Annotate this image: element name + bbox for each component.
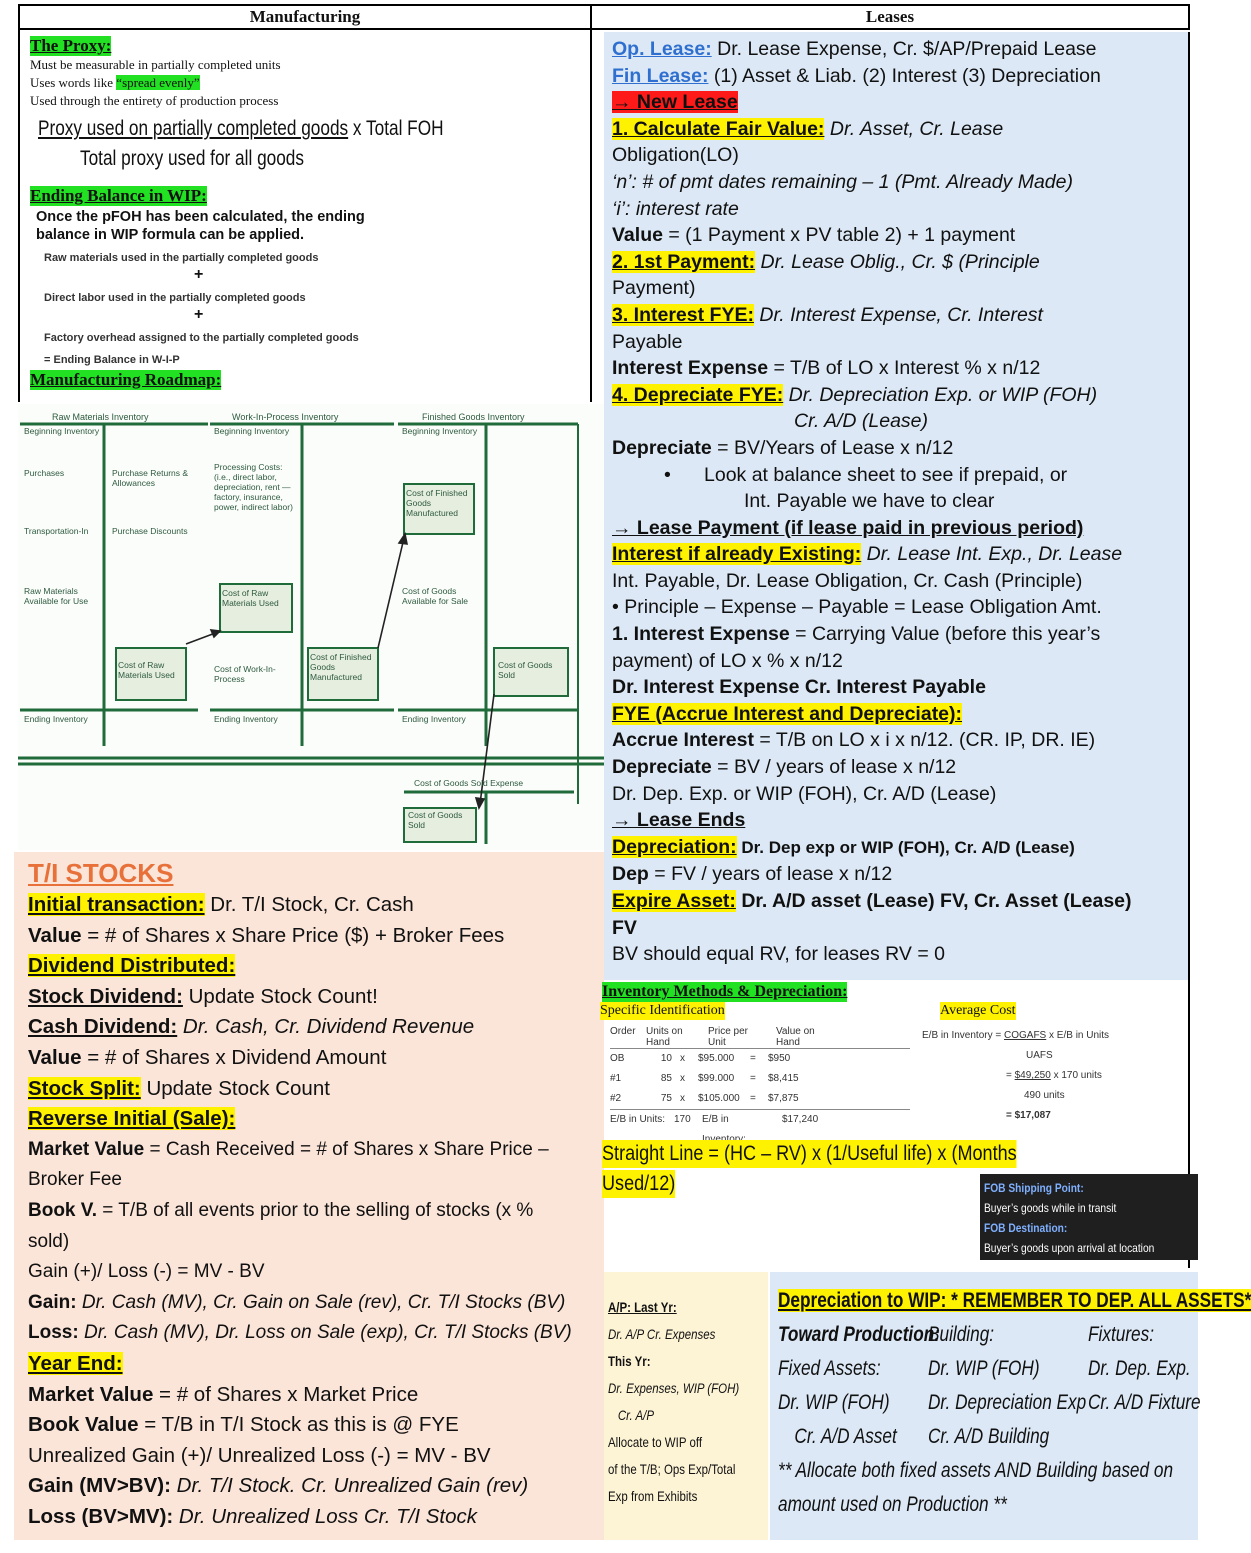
sale-market-value: Market Value = Cash Received = # of Shares x Share Price –	[28, 1138, 549, 1160]
proxy-formula-denominator: Total proxy used for all goods	[80, 147, 304, 170]
cfgm-wip-label: Cost of Finished Goods Manufactured	[310, 652, 372, 682]
fin-lease-line: Fin Lease: (1) Asset & Liab. (2) Interest (3) Depreciation	[612, 64, 1101, 87]
straight-line-formula: Straight Line = (HC – RV) x (1/Useful life) x (Months	[602, 1140, 1017, 1168]
ti-stocks-section	[14, 852, 604, 1540]
cwip-label: Cost of Work-In-Process	[214, 664, 276, 684]
fgi-beginning: Beginning Inventory	[402, 426, 478, 436]
ending-factory-overhead: Factory overhead assigned to the partially completed goods	[44, 332, 359, 344]
cash-dividend: Cash Dividend: Dr. Cash, Cr. Dividend Revenue	[28, 1015, 475, 1039]
ap-last-year: A/P: Last Yr:	[608, 1299, 677, 1315]
step1-cont: Obligation(LO)	[612, 144, 739, 167]
straight-line-formula-cont: Used/12)	[602, 1170, 675, 1198]
specific-id-label: Specific Identification	[600, 1003, 725, 1018]
value-formula: Value = (1 Payment x PV table 2) + 1 payment	[612, 224, 1016, 247]
new-lease-heading: → New Lease	[612, 91, 738, 114]
table-row: OB 10 x $95.000 = $950	[610, 1053, 791, 1064]
step2-line: 2. 1st Payment: Dr. Lease Oblig., Cr. $ (Principle	[612, 250, 1040, 273]
step4-cont: Cr. A/D (Lease)	[794, 410, 929, 433]
expire-asset-cont: FV	[612, 916, 637, 939]
rmi-ending: Ending Inventory	[24, 714, 88, 724]
interest-existing-line: Interest if already Existing: Dr. Lease Int. Exp., Dr. Lease	[612, 543, 1123, 566]
sale-market-value-cont: Broker Fee	[28, 1169, 122, 1191]
depreciate-2-entry: Dr. Dep. Exp. or WIP (FOH), Cr. A/D (Lease)	[612, 782, 997, 805]
dividend-value: Value = # of Shares x Dividend Amount	[28, 1045, 387, 1069]
ending-intro-2: balance in WIP formula can be applied.	[36, 227, 305, 243]
reverse-initial-heading: Reverse Initial (Sale):	[28, 1107, 236, 1131]
depreciate-formula: Depreciate = BV/Years of Lease x n/12	[612, 436, 954, 459]
interest-existing-cont: Int. Payable, Dr. Lease Obligation, Cr. Cash (Principle)	[612, 569, 1083, 592]
cfgm-fg-label: Cost of Finished Goods Manufactured	[406, 488, 468, 518]
wip-label: Work-In-Process Inventory	[232, 412, 339, 422]
dep-wip-title: Depreciation to WIP: * REMEMBER TO DEP. ALL ASSETS*	[778, 1289, 1251, 1312]
ending-direct-labor: Direct labor used in the partially completed goods	[44, 292, 306, 304]
rmi-beginning: Beginning Inventory	[24, 426, 100, 436]
bv-rv-line: BV should equal RV, for leases RV = 0	[612, 943, 945, 966]
leases-header: Leases	[590, 4, 1190, 30]
fob-box	[980, 1174, 1198, 1260]
spec-id-totals: E/B in Units: 170 E/B in $17,240	[610, 1114, 819, 1125]
ending-balance-wip: = Ending Balance in W-I-P	[44, 354, 180, 366]
average-cost-calc: E/B in Inventory = COGAFS x E/B in Units UAFS = $49,250 x 170 units 490 units = $17,087	[922, 1030, 1110, 1121]
step1-line: 1. Calculate Fair Value: Dr. Asset, Cr. Lease	[612, 117, 1004, 140]
fob-shipping-text: Buyer’s goods while in transit	[984, 1201, 1117, 1215]
proxy-line-3: Used through the entirety of production process	[30, 93, 279, 108]
transport-label: Transportation-In	[24, 526, 89, 536]
gain-loss-formula: Gain (+)/ Loss (-) = MV - BV	[28, 1261, 265, 1283]
i-definition: ‘i’: interest rate	[612, 197, 739, 220]
interest-expense-2: 1. Interest Expense = Carrying Value (before this year’s	[612, 623, 1101, 646]
pdisc-label: Purchase Discounts	[112, 526, 188, 536]
fob-destination-label: FOB Destination:	[984, 1221, 1068, 1235]
dr-cr-interest: Dr. Interest Expense Cr. Interest Payable	[612, 676, 986, 699]
crmu-wip-label: Cost of Raw Materials Used	[222, 588, 279, 608]
bullet-balance-sheet: • Look at balance sheet to see if prepaid, or	[664, 463, 1068, 486]
gain-entry: Gain: Dr. Cash (MV), Cr. Gain on Sale (rev), Cr. T/I Stocks (BV)	[28, 1291, 566, 1313]
lease-payment-heading: → Lease Payment (if lease paid in previous period)	[612, 516, 1084, 539]
ap-line-5: of the T/B; Ops Exp/Total	[608, 1461, 736, 1477]
processing-costs-label: Processing Costs: (i.e., direct labor, depreciation, rent — factory, insurance, power, indirect labor)	[214, 462, 293, 512]
dep-wip-col-building: Building: Dr. WIP (FOH) Dr. Depreciation Exp Cr. A/D Building	[928, 1323, 1087, 1448]
ending-raw-materials: Raw materials used in the partially completed goods	[44, 252, 319, 264]
fye-heading: FYE (Accrue Interest and Depreciate):	[612, 702, 963, 725]
table-row: #1 85 x $99.000 = $8,415	[610, 1073, 799, 1084]
roadmap-title: Manufacturing Roadmap:	[30, 370, 222, 389]
ap-line-6: Exp from Exhibits	[608, 1488, 698, 1504]
ap-line-2: Dr. Expenses, WIP (FOH)	[608, 1380, 740, 1396]
step4-line: 4. Depreciate FYE: Dr. Depreciation Exp. or WIP (FOH)	[612, 383, 1098, 406]
cgas-label: Cost of Goods Available for Sale	[402, 586, 468, 606]
ap-line-3: Cr. A/P	[617, 1407, 654, 1423]
interest-expense-formula: Interest Expense = T/B of LO x Interest % x n/12	[612, 357, 1041, 380]
year-end-heading: Year End:	[28, 1351, 123, 1375]
fgi-label: Finished Goods Inventory	[422, 412, 525, 422]
accounts-payable-box	[604, 1272, 768, 1540]
manufacturing-section	[18, 30, 592, 402]
fgi-ending: Ending Inventory	[402, 714, 466, 724]
plus-sign-2: +	[194, 306, 204, 323]
spec-id-table	[610, 1026, 910, 1150]
ap-line-1: Dr. A/P Cr. Expenses	[608, 1326, 716, 1342]
unrealized-gain: Gain (MV>BV): Dr. T/I Stock. Cr. Unrealized Gain (rev)	[28, 1474, 529, 1498]
stock-split: Stock Split: Update Stock Count	[28, 1076, 330, 1100]
purchases-label: Purchases	[24, 468, 65, 478]
bullet-balance-sheet-cont: Int. Payable we have to clear	[744, 490, 995, 513]
sale-book-value-cont: sold)	[28, 1230, 70, 1252]
crmu-rm-label: Cost of Raw Materials Used	[118, 660, 175, 680]
depreciate-2-line: Depreciate = BV / years of lease x n/12	[612, 756, 957, 779]
op-lease-line: Op. Lease: Dr. Lease Expense, Cr. $/AP/Prepaid Lease	[612, 38, 1097, 60]
dep-wip-columns	[778, 1318, 1201, 1454]
fob-destination-text: Buyer’s goods upon arrival at location	[984, 1241, 1155, 1255]
dep-wip-col-fixtures: Fixtures: Dr. Dep. Exp. Cr. A/D Fixture	[1088, 1323, 1201, 1414]
dividend-heading: Dividend Distributed:	[28, 954, 236, 978]
ending-intro-1: Once the pFOH has been calculated, the ending	[36, 209, 365, 225]
ye-market-value: Market Value = # of Shares x Market Price	[28, 1382, 419, 1406]
lease-end-depreciation: Depreciation: Dr. Dep exp or WIP (FOH), Cr. A/D (Lease)	[612, 835, 1075, 858]
table-row: #2 75 x $105.000 = $7,875	[610, 1089, 910, 1110]
loss-entry: Loss: Dr. Cash (MV), Dr. Loss on Sale (exp), Cr. T/I Stocks (BV)	[28, 1322, 572, 1344]
unrealized-loss: Loss (BV>MV): Dr. Unrealized Loss Cr. T/I Stock	[28, 1504, 478, 1528]
expire-asset-line: Expire Asset: Dr. A/D asset (Lease) FV, Cr. Asset (Lease)	[612, 890, 1132, 912]
ap-this-year: This Yr:	[608, 1353, 651, 1369]
pra-label: Purchase Returns & Allowances	[112, 468, 189, 488]
sale-book-value: Book V. = T/B of all events prior to the selling of stocks (x %	[28, 1199, 534, 1221]
inventory-title: Inventory Methods & Depreciation:	[602, 983, 848, 1000]
manufacturing-roadmap-diagram	[18, 404, 604, 850]
ending-balance-title: Ending Balance in WIP:	[30, 186, 207, 205]
average-cost-label: Average Cost	[940, 1003, 1016, 1018]
interest-expense-2-cont: payment) of LO x % x n/12	[612, 649, 843, 672]
cgs-expense-label: Cost of Goods Sold Expense	[414, 778, 524, 788]
proxy-line-2: Uses words like “spread evenly”	[30, 75, 200, 90]
n-definition: ‘n’: # of pmt dates remaining – 1 (Pmt. Already Made)	[612, 170, 1073, 193]
proxy-title: The Proxy:	[30, 36, 112, 55]
proxy-line-1: Must be measurable in partially completed units	[30, 57, 281, 72]
depreciation-wip-box	[770, 1272, 1251, 1540]
ye-book-value: Book Value = T/B in T/I Stock as this is @ FYE	[28, 1413, 459, 1437]
proxy-formula: Proxy used on partially completed goods x Total FOH	[38, 117, 444, 140]
spec-id-header: Order Units on Hand Price per Unit Value on Hand	[610, 1026, 910, 1049]
wip-ending: Ending Inventory	[214, 714, 278, 724]
step3-cont: Payable	[612, 330, 683, 353]
cgs-expense-box-label: Cost of Goods Sold	[408, 810, 463, 830]
accrue-interest-line: Accrue Interest = T/B on LO x i x n/12. (CR. IP, DR. IE)	[612, 729, 1096, 752]
initial-transaction: Initial transaction: Dr. T/I Stock, Cr. Cash	[28, 893, 414, 916]
dep-wip-col-production: Toward Production: Fixed Assets: Dr. WIP (FOH) Cr. A/D Asset	[778, 1323, 940, 1448]
rm-available-label: Raw Materials Available for Use	[24, 586, 89, 606]
ap-line-4: Allocate to WIP off	[608, 1434, 703, 1450]
ti-stocks-title: T/I STOCKS	[28, 858, 174, 888]
plus-sign-1: +	[194, 266, 204, 283]
stock-dividend: Stock Dividend: Update Stock Count!	[28, 984, 378, 1008]
leases-section	[604, 32, 1190, 980]
step2-cont: Payment)	[612, 277, 696, 300]
cgs-fg-label: Cost of Goods Sold	[498, 660, 553, 680]
dep-wip-note-1: ** Allocate both fixed assets AND Building based on	[778, 1459, 1174, 1482]
lease-ends-heading: → Lease Ends	[612, 809, 746, 832]
principle-line: • Principle – Expense – Payable = Lease Obligation Amt.	[612, 596, 1102, 619]
step3-line: 3. Interest FYE: Dr. Interest Expense, Cr. Interest	[612, 303, 1043, 326]
initial-value: Value = # of Shares x Share Price ($) + Broker Fees	[28, 923, 505, 947]
unrealized-formula: Unrealized Gain (+)/ Unrealized Loss (-) = MV - BV	[28, 1443, 491, 1467]
fob-shipping-label: FOB Shipping Point:	[984, 1181, 1084, 1195]
rmi-label: Raw Materials Inventory	[52, 412, 149, 422]
wip-beginning: Beginning Inventory	[214, 426, 290, 436]
dep-fv-line: Dep = FV / years of lease x n/12	[612, 863, 893, 886]
manufacturing-header: Manufacturing	[18, 4, 592, 30]
dep-wip-note-2: amount used on Production **	[778, 1493, 1007, 1516]
